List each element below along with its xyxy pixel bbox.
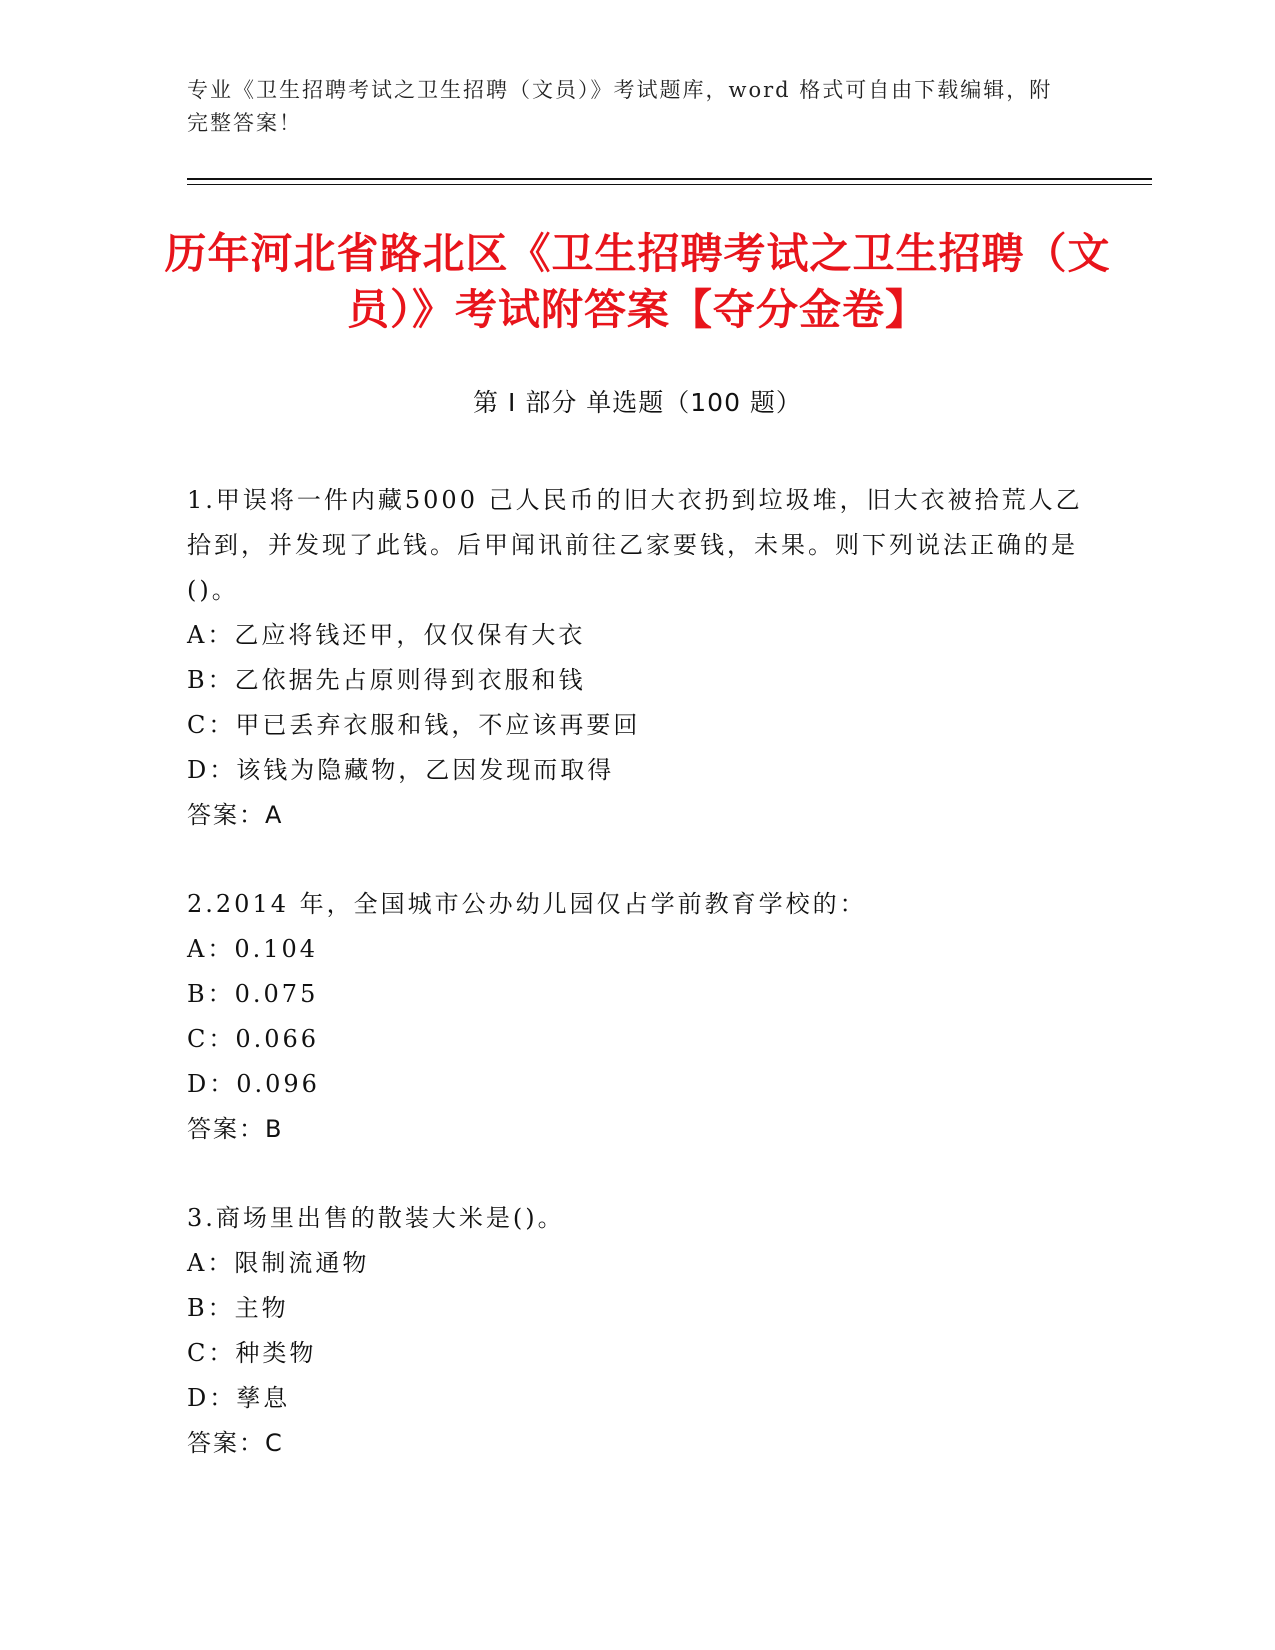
option-b: B：0.075 (187, 980, 319, 1008)
question-list (187, 478, 1087, 1510)
option-c: C：种类物 (187, 1339, 317, 1367)
answer: 答案：C (187, 1429, 284, 1457)
answer: 答案：B (187, 1115, 284, 1143)
option-b: B：主物 (187, 1294, 289, 1322)
question-stem: 1.甲误将一件内藏5000 己人民币的旧大衣扔到垃圾堆，旧大衣被拾荒人乙拾到，并发现了此钱。后甲闻讯前往乙家要钱，未果。则下列说法正确的是()。 (187, 486, 1083, 604)
header-note: 专业《卫生招聘考试之卫生招聘（文员）》考试题库，word 格式可自由下载编辑，附完整答案！ (187, 78, 1053, 135)
option-a: A：限制流通物 (187, 1249, 370, 1277)
option-b: B：乙依据先占原则得到衣服和钱 (187, 666, 586, 694)
question-stem: 3.商场里出售的散装大米是()。 (187, 1204, 565, 1232)
question-stem: 2.2014 年，全国城市公办幼儿园仅占学前教育学校的： (187, 890, 867, 918)
option-a: A：0.104 (187, 935, 319, 963)
header-divider-thin (187, 184, 1152, 185)
option-d: D：孳息 (187, 1384, 291, 1412)
option-a: A：乙应将钱还甲，仅仅保有大衣 (187, 621, 586, 649)
question-2 (187, 882, 1087, 1152)
question-3 (187, 1196, 1087, 1466)
document-title: 历年河北省路北区《卫生招聘考试之卫生招聘（文员）》考试附答案【夺分金卷】 (164, 229, 1111, 334)
answer: 答案：A (187, 801, 284, 829)
option-c: C：甲已丢弃衣服和钱，不应该再要回 (187, 711, 641, 739)
section-title: 第 I 部分 单选题（100 题） (473, 388, 802, 417)
header-divider-thick (187, 178, 1152, 180)
option-c: C：0.066 (187, 1025, 320, 1053)
option-d: D：该钱为隐藏物，乙因发现而取得 (187, 756, 615, 784)
option-d: D：0.096 (187, 1070, 320, 1098)
question-1 (187, 478, 1087, 838)
